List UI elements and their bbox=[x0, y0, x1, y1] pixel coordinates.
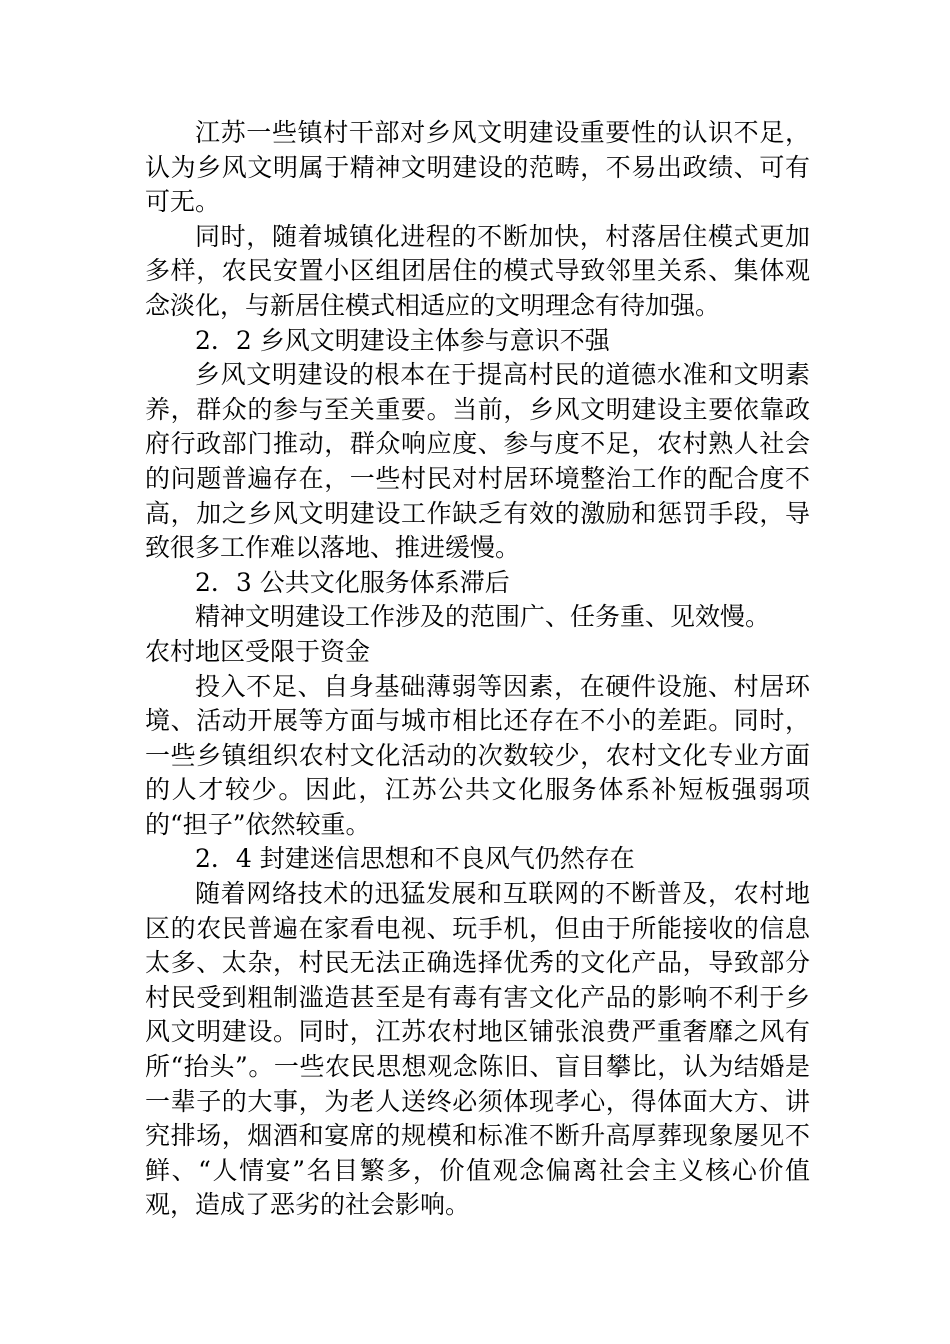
section-heading: 2．2 乡风文明建设主体参与意识不强 bbox=[195, 325, 610, 355]
section-heading: 2．3 公共文化服务体系滞后 bbox=[195, 567, 510, 597]
paragraph: 乡风文明建设的根本在于提高村民的道德水准和文明素养，群众的参与至关重要。当前，乡风文明建设主要依靠政府行政部门推动，群众响应度、参与度不足，农村熟人社会的问题普遍存在，一些村民对村居环境整治工作的配合度不高，加之乡风文明建设工作缺乏有效的激励和惩罚手段，导致很多工作难以落地、推进缓慢。 bbox=[145, 360, 810, 563]
paragraph: 随着网络技术的迅猛发展和互联网的不断普及，农村地区的农民普遍在家看电视、玩手机，但由于所能接收的信息太多、太杂，村民无法正确选择优秀的文化产品，导致部分村民受到粗制滥造甚至是有毒有害文化产品的影响不利于乡风文明建设。同时，江苏农村地区铺张浪费严重奢靡之风有所“抬头”。一些农民思想观念陈旧、盲目攀比，认为结婚是一辈子的大事，为老人送终必须体现孝心，得体面大方、讲究排场，烟酒和宴席的规模和标准不断升高厚葬现象屡见不鲜、“人情宴”名目繁多，价值观念偏离社会主义核心价值观，造成了恶劣的社会影响。 bbox=[145, 879, 810, 1220]
paragraph: 农村地区受限于资金 bbox=[145, 636, 371, 666]
section-heading: 2．4 封建迷信思想和不良风气仍然存在 bbox=[195, 844, 635, 874]
paragraph: 同时，随着城镇化进程的不断加快，村落居住模式更加多样，农民安置小区组团居住的模式导致邻里关系、集体观念淡化，与新居住模式相适应的文明理念有待加强。 bbox=[145, 221, 810, 320]
paragraph: 江苏一些镇村干部对乡风文明建设重要性的认识不足，认为乡风文明属于精神文明建设的范畴，不易出政绩、可有可无。 bbox=[145, 118, 810, 217]
paragraph: 精神文明建设工作涉及的范围广、任务重、见效慢。 bbox=[195, 602, 771, 632]
document-body bbox=[145, 116, 810, 1223]
paragraph: 投入不足、自身基础薄弱等因素，在硬件设施、村居环境、活动开展等方面与城市相比还存在不小的差距。同时，一些乡镇组织农村文化活动的次数较少，农村文化专业方面的人才较少。因此，江苏公共文化服务体系补短板强弱项的“担子”依然较重。 bbox=[145, 671, 810, 839]
